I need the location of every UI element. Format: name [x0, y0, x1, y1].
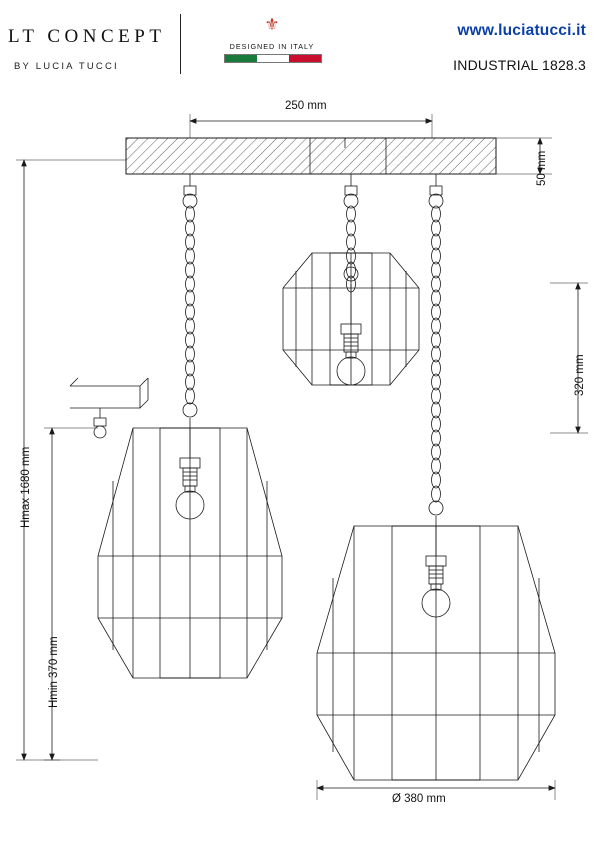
- dim-hmin: [44, 428, 98, 760]
- shade-right: [317, 526, 555, 780]
- header-divider: [180, 14, 181, 74]
- pendant-right: [317, 174, 555, 780]
- dim-label-diameter: Ø 380 mm: [392, 793, 446, 805]
- website-url[interactable]: www.luciatucci.it: [457, 22, 586, 39]
- drawing-svg: [0, 88, 600, 848]
- dim-label-shade-height: 320 mm: [574, 354, 586, 396]
- header: [0, 0, 600, 88]
- brand-name: LT CONCEPT: [8, 26, 166, 47]
- italian-flag-icon: [224, 54, 322, 63]
- pendant-left: [98, 174, 282, 678]
- shade-left: [98, 428, 282, 678]
- dim-label-hmax: Hmax 1680 mm: [20, 446, 32, 528]
- technical-drawing: [0, 88, 600, 848]
- brand-subtitle: BY LUCIA TUCCI: [14, 61, 119, 72]
- made-in-italy-label: DESIGNED IN ITALY: [229, 42, 315, 51]
- dim-label-canopy-width: 250 mm: [285, 100, 327, 112]
- made-in-italy-badge: [218, 16, 326, 74]
- dim-hmax: [16, 160, 126, 760]
- shade-top: [283, 253, 419, 385]
- mount-detail: [70, 378, 148, 438]
- dim-label-hmin: Hmin 370 mm: [48, 636, 60, 708]
- pendant-top: [283, 174, 419, 385]
- fleur-de-lis-icon: ⚜: [264, 15, 280, 34]
- canopy: [126, 138, 496, 174]
- dim-label-canopy-height: 50 mm: [536, 150, 548, 186]
- dim-canopy-width: [190, 114, 432, 138]
- model-name: INDUSTRIAL 1828.3: [453, 57, 586, 73]
